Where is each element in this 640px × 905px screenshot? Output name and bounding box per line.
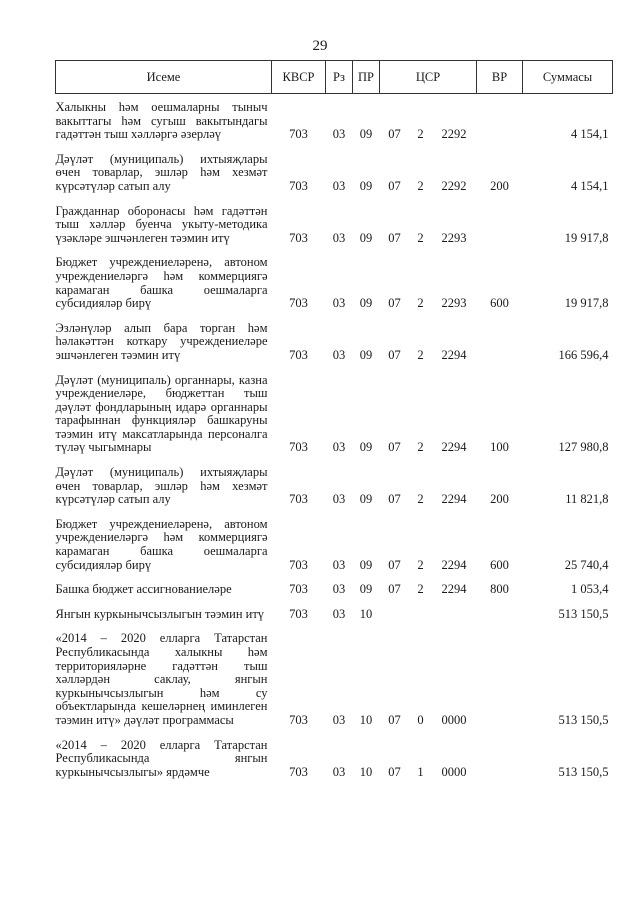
row-kvsr: 703	[289, 127, 308, 142]
row-csr-subprogram: 2	[417, 230, 424, 245]
row-rz: 03	[332, 230, 346, 245]
row-csr-subprogram	[410, 601, 432, 626]
row-sum: 127 980,8	[558, 440, 609, 455]
row-rz: 03	[332, 178, 346, 193]
row-csr-program: 07	[388, 712, 401, 727]
row-csr-subprogram: 2	[417, 440, 424, 455]
row-csr-code: 2294	[441, 347, 467, 362]
header-kvsr: КВСР	[272, 61, 326, 94]
row-vr	[477, 625, 523, 731]
table-row	[56, 732, 613, 784]
row-csr-subprogram: 0	[417, 712, 424, 727]
row-csr-code: 2294	[441, 492, 467, 507]
row-pr: 09	[359, 582, 373, 597]
row-sum: 166 596,4	[558, 347, 609, 362]
row-vr	[477, 315, 523, 367]
row-csr-program: 07	[388, 582, 401, 597]
table-row	[56, 601, 613, 626]
row-rz: 03	[332, 347, 346, 362]
row-csr-subprogram: 2	[417, 127, 424, 142]
row-csr-subprogram: 2	[417, 296, 424, 311]
row-pr: 09	[359, 127, 373, 142]
row-name: Дәүләт (муниципаль) органнары, казна учреждениеләре, бюджеттан тыш дәүләт фондларының идарә органнары тарафыннан функцияләр башкаруны тәэмин итү максатларында персоналга түләү чыгымнары	[55, 372, 268, 455]
row-name: Янгын куркынычсызлыгын тәэмин итү	[55, 606, 265, 621]
budget-table	[55, 60, 613, 783]
table-row	[56, 249, 613, 314]
row-vr	[477, 94, 523, 146]
row-csr-program: 07	[388, 557, 401, 572]
row-csr-code: 2294	[441, 557, 467, 572]
row-vr: 200	[490, 178, 509, 193]
table-row	[56, 576, 613, 601]
row-csr-program: 07	[388, 347, 401, 362]
table-row	[56, 198, 613, 250]
row-csr-code: 0000	[441, 712, 467, 727]
row-csr-code: 2294	[441, 582, 467, 597]
table-row	[56, 459, 613, 511]
row-csr-program: 07	[388, 127, 401, 142]
row-name: Дәүләт (муниципаль) ихтыяҗлары өчен товарлар, эшләр һәм хезмәт күрсәтүләр сатып алу	[55, 465, 268, 507]
row-name: Дәүләт (муниципаль) ихтыяҗлары өчен товарлар, эшләр һәм хезмәт күрсәтүләр сатып алу	[55, 151, 268, 193]
row-sum: 513 150,5	[558, 764, 609, 779]
row-kvsr: 703	[289, 440, 308, 455]
row-sum: 4 154,1	[571, 127, 609, 142]
row-kvsr: 703	[289, 230, 308, 245]
row-rz: 03	[332, 582, 346, 597]
row-csr-code: 2293	[441, 296, 467, 311]
header-rz: Рз	[326, 61, 353, 94]
row-pr: 09	[359, 230, 373, 245]
row-kvsr: 703	[289, 606, 308, 621]
row-pr: 10	[359, 764, 373, 779]
row-vr	[477, 198, 523, 250]
row-kvsr: 703	[289, 347, 308, 362]
row-sum: 1 053,4	[571, 582, 609, 597]
row-csr-subprogram: 2	[417, 582, 424, 597]
row-rz: 03	[332, 712, 346, 727]
row-pr: 09	[359, 347, 373, 362]
header-pr: ПР	[353, 61, 380, 94]
row-csr-program: 07	[388, 230, 401, 245]
row-kvsr: 703	[289, 764, 308, 779]
page-number: 29	[312, 38, 328, 54]
row-vr: 200	[490, 492, 509, 507]
row-csr-code: 2292	[441, 178, 467, 193]
row-csr-code: 2294	[441, 440, 467, 455]
header-name: Исеме	[56, 61, 272, 94]
row-name: Эзләнүләр алып бара торган һәм һәлакәттән коткару учреждениеләре эшчәнлеген тәэмин итү	[55, 320, 268, 362]
row-csr-subprogram: 2	[417, 492, 424, 507]
row-rz: 03	[332, 764, 346, 779]
header-sum: Суммасы	[523, 61, 613, 94]
row-vr: 600	[490, 557, 509, 572]
row-csr-code	[432, 601, 477, 626]
row-csr-code: 2292	[441, 127, 467, 142]
row-csr-code: 0000	[441, 764, 467, 779]
row-name: Башка бюджет ассигнованиеләре	[55, 582, 232, 597]
row-kvsr: 703	[289, 582, 308, 597]
row-rz: 03	[332, 492, 346, 507]
row-name: Бюджет учреждениеләренә, автоном учреждениеләргә һәм коммерциягә карамаган башка оешмаларга субсидияләр бирү	[55, 516, 268, 572]
row-kvsr: 703	[289, 178, 308, 193]
row-pr: 09	[359, 492, 373, 507]
table-header-row	[56, 61, 613, 94]
header-csr: ЦСР	[380, 61, 477, 94]
table-row	[56, 511, 613, 576]
row-sum: 25 740,4	[564, 557, 609, 572]
row-csr-subprogram: 1	[417, 764, 424, 779]
row-sum: 513 150,5	[558, 712, 609, 727]
row-sum: 19 917,8	[564, 296, 609, 311]
row-vr	[477, 732, 523, 784]
table-row	[56, 367, 613, 460]
row-pr: 09	[359, 178, 373, 193]
row-csr-program	[380, 601, 410, 626]
row-csr-subprogram: 2	[417, 557, 424, 572]
row-rz: 03	[332, 440, 346, 455]
table-row	[56, 315, 613, 367]
row-pr: 09	[359, 296, 373, 311]
row-kvsr: 703	[289, 296, 308, 311]
row-kvsr: 703	[289, 492, 308, 507]
table-row	[56, 94, 613, 146]
row-vr: 800	[490, 582, 509, 597]
row-vr: 600	[490, 296, 509, 311]
row-csr-subprogram: 2	[417, 178, 424, 193]
row-sum: 513 150,5	[558, 606, 609, 621]
row-csr-subprogram: 2	[417, 347, 424, 362]
row-pr: 10	[359, 712, 373, 727]
row-name: «2014 – 2020 елларга Татарстан Республикасында халыкны һәм территорияләрне гадәттән тыш хәлләрдән саклау, янгын куркынычсызлыгын һәм су объектларында кешеләрнең иминлеген тәэмин итү» дәүләт программасы	[55, 631, 268, 727]
row-rz: 03	[332, 606, 346, 621]
row-csr-program: 07	[388, 296, 401, 311]
row-pr: 09	[359, 557, 373, 572]
row-sum: 4 154,1	[571, 178, 609, 193]
row-sum: 11 821,8	[565, 492, 609, 507]
row-rz: 03	[332, 127, 346, 142]
row-csr-program: 07	[388, 440, 401, 455]
row-pr: 09	[359, 440, 373, 455]
row-vr: 100	[490, 440, 509, 455]
row-name: Бюджет учреждениеләренә, автоном учреждениеләргә һәм коммерциягә карамаган башка оешмаларга субсидияләр бирү	[55, 255, 268, 311]
row-rz: 03	[332, 296, 346, 311]
table-row	[56, 625, 613, 731]
row-name: «2014 – 2020 елларга Татарстан Республикасында янгын куркынычсызлыгы» ярдәмче	[55, 737, 268, 779]
row-name: Халыкны һәм оешмаларны тыныч вакыттагы һәм сугыш вакытындагы гадәттән тыш хәлләргә әзерләү	[55, 100, 268, 142]
row-pr: 10	[359, 606, 373, 621]
row-csr-program: 07	[388, 764, 401, 779]
row-vr	[477, 601, 523, 626]
row-name: Гражданнар оборонасы һәм гадәттән тыш хәлләр буенча укыту-методика үзәкләре эшчәнлеген тәэмин итү	[55, 203, 268, 245]
row-csr-code: 2293	[441, 230, 467, 245]
row-csr-program: 07	[388, 492, 401, 507]
row-sum: 19 917,8	[564, 230, 609, 245]
table-row	[56, 146, 613, 198]
row-csr-program: 07	[388, 178, 401, 193]
header-vr: ВР	[477, 61, 523, 94]
row-kvsr: 703	[289, 557, 308, 572]
row-rz: 03	[332, 557, 346, 572]
row-kvsr: 703	[289, 712, 308, 727]
